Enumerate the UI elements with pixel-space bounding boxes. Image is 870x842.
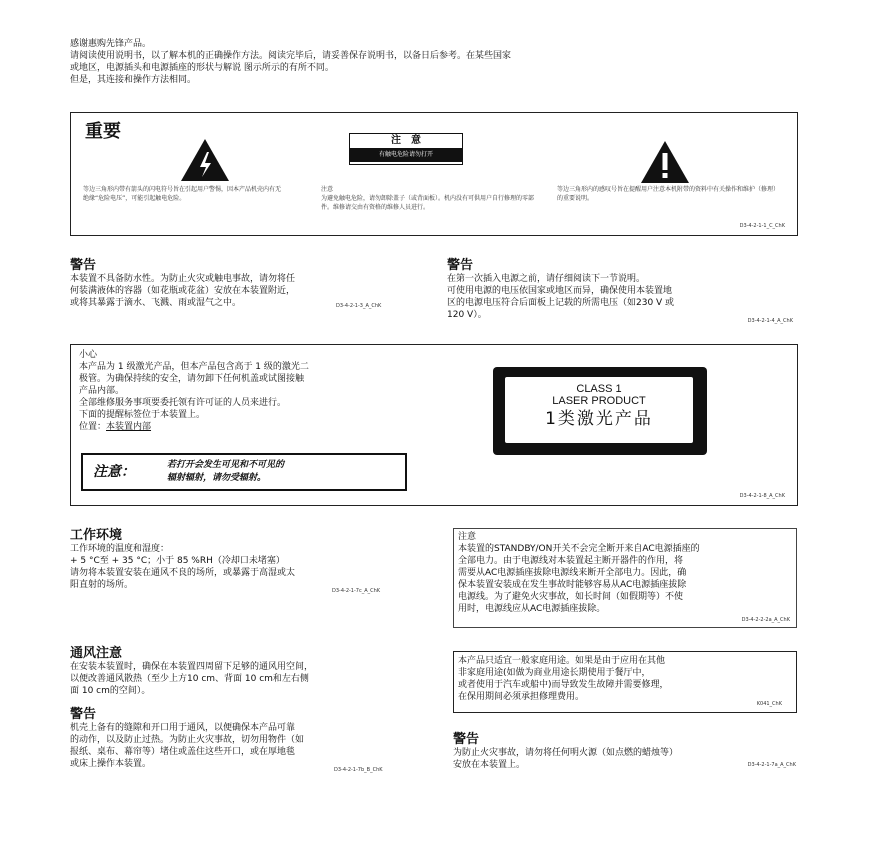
section-line: 在第一次插入电源之前，请仔细阅读下一节说明。 <box>447 274 646 284</box>
doc-code: D3-4-2-1-4_A_ChK <box>747 318 793 324</box>
section-line: 在安装本装置时，确保在本装置四周留下足够的通风用空间， <box>70 662 314 672</box>
section-line: 请勿将本装置安装在通风不良的场所，或暴露于高湿或太 <box>70 568 296 578</box>
radiation-notice-label: 注意： <box>93 464 135 480</box>
section-line: 报纸、桌布、幕帘等）堵住或盖住这些开口，或在厚地毯 <box>70 747 296 757</box>
lightning-explanation: 等边三角形内带有箭头的闪电符号旨在引起用户警惕，因本产品机壳内有无绝缘“危险电压”，可能引起触电危险。 <box>83 186 282 202</box>
standby-line: 用时，电源线应从AC电源插座拔除。 <box>458 604 606 614</box>
doc-code: K041_ChK <box>756 701 782 707</box>
exclamation-warning-icon <box>639 139 691 185</box>
laser-location <box>79 421 409 433</box>
doc-code: D3-4-2-1-7b_B_ChK <box>334 767 383 773</box>
standby-line: 需要从AC电源插座拔除电源线来断开全部电力。因此，确 <box>458 568 687 578</box>
doc-code: D3-4-2-1-8_A_ChK <box>739 493 785 499</box>
laser-label-panel <box>505 377 693 443</box>
section-line: 或将其暴露于滴水、飞溅、雨或湿气之中。 <box>70 298 242 308</box>
standby-line: 保本装置安装成在发生事故时能够容易从AC电源插座拔除 <box>458 580 687 590</box>
caution-explanation-heading: 注意 <box>321 186 334 193</box>
doc-code: D3-4-2-1-3_A_ChK <box>336 303 382 309</box>
section-line: 的动作，以及防止过热。为防止火灾事故，切勿用物件（如 <box>70 735 305 745</box>
caution-subtitle: 有触电危险请勿打开 <box>350 148 462 162</box>
warning-water-section <box>70 254 420 309</box>
section-title: 警告 <box>70 258 97 273</box>
section-line: 何装满液体的容器（如花瓶或花盆）安放在本装置附近， <box>70 286 296 296</box>
section-title: 工作环境 <box>70 528 123 543</box>
laser-caution-box <box>70 344 798 506</box>
laser-text <box>79 349 409 433</box>
section-line: 120 V）。 <box>447 310 487 320</box>
radiation-notice <box>81 453 407 491</box>
intro-text <box>70 38 511 86</box>
intro-line: 感谢惠购先锋产品。 <box>70 39 152 49</box>
standby-line: 本装置的STANDBY/ON开关不会完全断开来自AC电源插座的 <box>458 544 700 554</box>
section-line: 机壳上备有的缝隙和开口用于通风，以便确保本产品可靠 <box>70 723 296 733</box>
section-title: 警告 <box>453 732 480 747</box>
standby-text <box>458 531 792 615</box>
exclamation-explanation: 等边三角形内的感叹号旨在提醒用户注意本机附带的资料中有关操作和维护（修理）的重要说明。 <box>557 186 780 202</box>
section-title: 通风注意 <box>70 646 123 661</box>
section-line: 阳直射的场所。 <box>70 580 134 590</box>
section-line: 工作环境的温度和湿度： <box>70 544 170 554</box>
laser-class: CLASS 1 <box>576 383 622 395</box>
laser-line: 全部维修服务事项要委托领有许可证的人员来进行。 <box>79 398 287 408</box>
intro-line: 但是，其连接和操作方法相同。 <box>70 75 197 85</box>
lightning-warning-icon <box>179 137 231 183</box>
radiation-notice-text <box>167 459 284 485</box>
caution-explanation-text: 为避免触电危险，请勿卸除盖子（或背面板）。机内没有可供用户自行修理的零部件。维修请交由有资格的维修人员进行。 <box>321 195 535 211</box>
location-value: 本装置内部 <box>106 422 152 432</box>
section-line: 安放在本装置上。 <box>453 760 526 770</box>
caution-title: 注 意 <box>391 135 421 146</box>
standby-heading: 注意 <box>458 532 477 542</box>
warning-fire-section <box>453 728 798 771</box>
warning-openings-section <box>70 703 420 773</box>
location-label: 位置： <box>79 422 107 432</box>
doc-code: D3-4-2-2-2a_A_ChK <box>741 617 790 623</box>
household-line: 在保用期间必须承担修理费用。 <box>458 692 585 702</box>
radiation-notice-line: 辐射辐射，请勿受辐射。 <box>167 473 267 483</box>
section-title: 警告 <box>70 707 97 722</box>
caution-label <box>349 133 463 165</box>
household-line: 或者使用于汽车或船中)而导致发生故障并需要修理， <box>458 680 669 690</box>
household-use-box <box>453 651 797 713</box>
section-line: 可使用电源的电压依国家或地区而异，确保使用本装置地 <box>447 286 673 296</box>
standby-line: 电源线。为了避免火灾事故，如长时间（如假期等）不使 <box>458 592 684 602</box>
doc-code: D3-4-2-1-1_C_ChK <box>739 223 785 229</box>
ventilation-section <box>70 642 420 697</box>
section-line: 以便改善通风散热（至少上方10 cm、背面 10 cm和左右侧 <box>70 674 309 684</box>
laser-line: 下面的提醒标签位于本装置上。 <box>79 410 206 420</box>
section-line: 区的电源电压符合后面板上记载的所需电压（如230 V 或 <box>447 298 675 308</box>
doc-code: D3-4-2-1-7a_A_ChK <box>747 762 796 768</box>
laser-line: 本产品为 1 级激光产品，但本产品包含高于 1 级的激光二 <box>79 362 309 372</box>
laser-line: 极管。为确保持续的安全，请勿卸下任何机盖或试图接触 <box>79 374 305 384</box>
section-title: 警告 <box>447 258 474 273</box>
caution-explanation <box>321 185 543 212</box>
section-line: + 5 °C至 + 35 °C；小于 85 %RH（冷却口未堵塞） <box>70 556 285 566</box>
environment-section <box>70 524 420 594</box>
radiation-notice-line: 若打开会发生可见和不可见的 <box>167 460 285 470</box>
intro-line: 请阅读使用说明书，以了解本机的正确操作方法。阅读完毕后，请妥善保存说明书，以备日后参考。在某些国家 <box>70 51 512 61</box>
laser-heading: 小心 <box>79 350 98 360</box>
doc-code: D3-4-2-1-7c_A_ChK <box>332 588 381 594</box>
section-line: 为防止火灾事故，请勿将任何明火源（如点燃的蜡烛等） <box>453 748 679 758</box>
household-line: 本产品只适宜一般家庭用途。如果是由于应用在其他 <box>458 656 666 666</box>
standby-note-box <box>453 528 797 628</box>
section-line: 面 10 cm的空间）。 <box>70 686 151 696</box>
section-line: 本装置不具备防水性。为防止火灾或触电事故，请勿将任 <box>70 274 296 284</box>
laser-product-text: LASER PRODUCT <box>552 395 646 407</box>
intro-line: 或地区，电源插头和电源插座的形状与解说 图示所示的有所不同。 <box>70 63 334 73</box>
laser-product-label <box>493 367 707 455</box>
laser-class-chinese: 1类激光产品 <box>545 409 653 429</box>
household-text <box>458 655 792 703</box>
section-line: 或床上操作本装置。 <box>70 759 152 769</box>
warning-voltage-section <box>447 254 797 324</box>
standby-line: 全部电力。由于电源线对本装置起主断开器件的作用，将 <box>458 556 684 566</box>
laser-line: 产品内部。 <box>79 386 125 396</box>
household-line: 非家庭用途(如做为商业用途长期使用于餐厅中， <box>458 668 651 678</box>
important-box <box>70 112 798 236</box>
important-title: 重要 <box>85 121 121 142</box>
